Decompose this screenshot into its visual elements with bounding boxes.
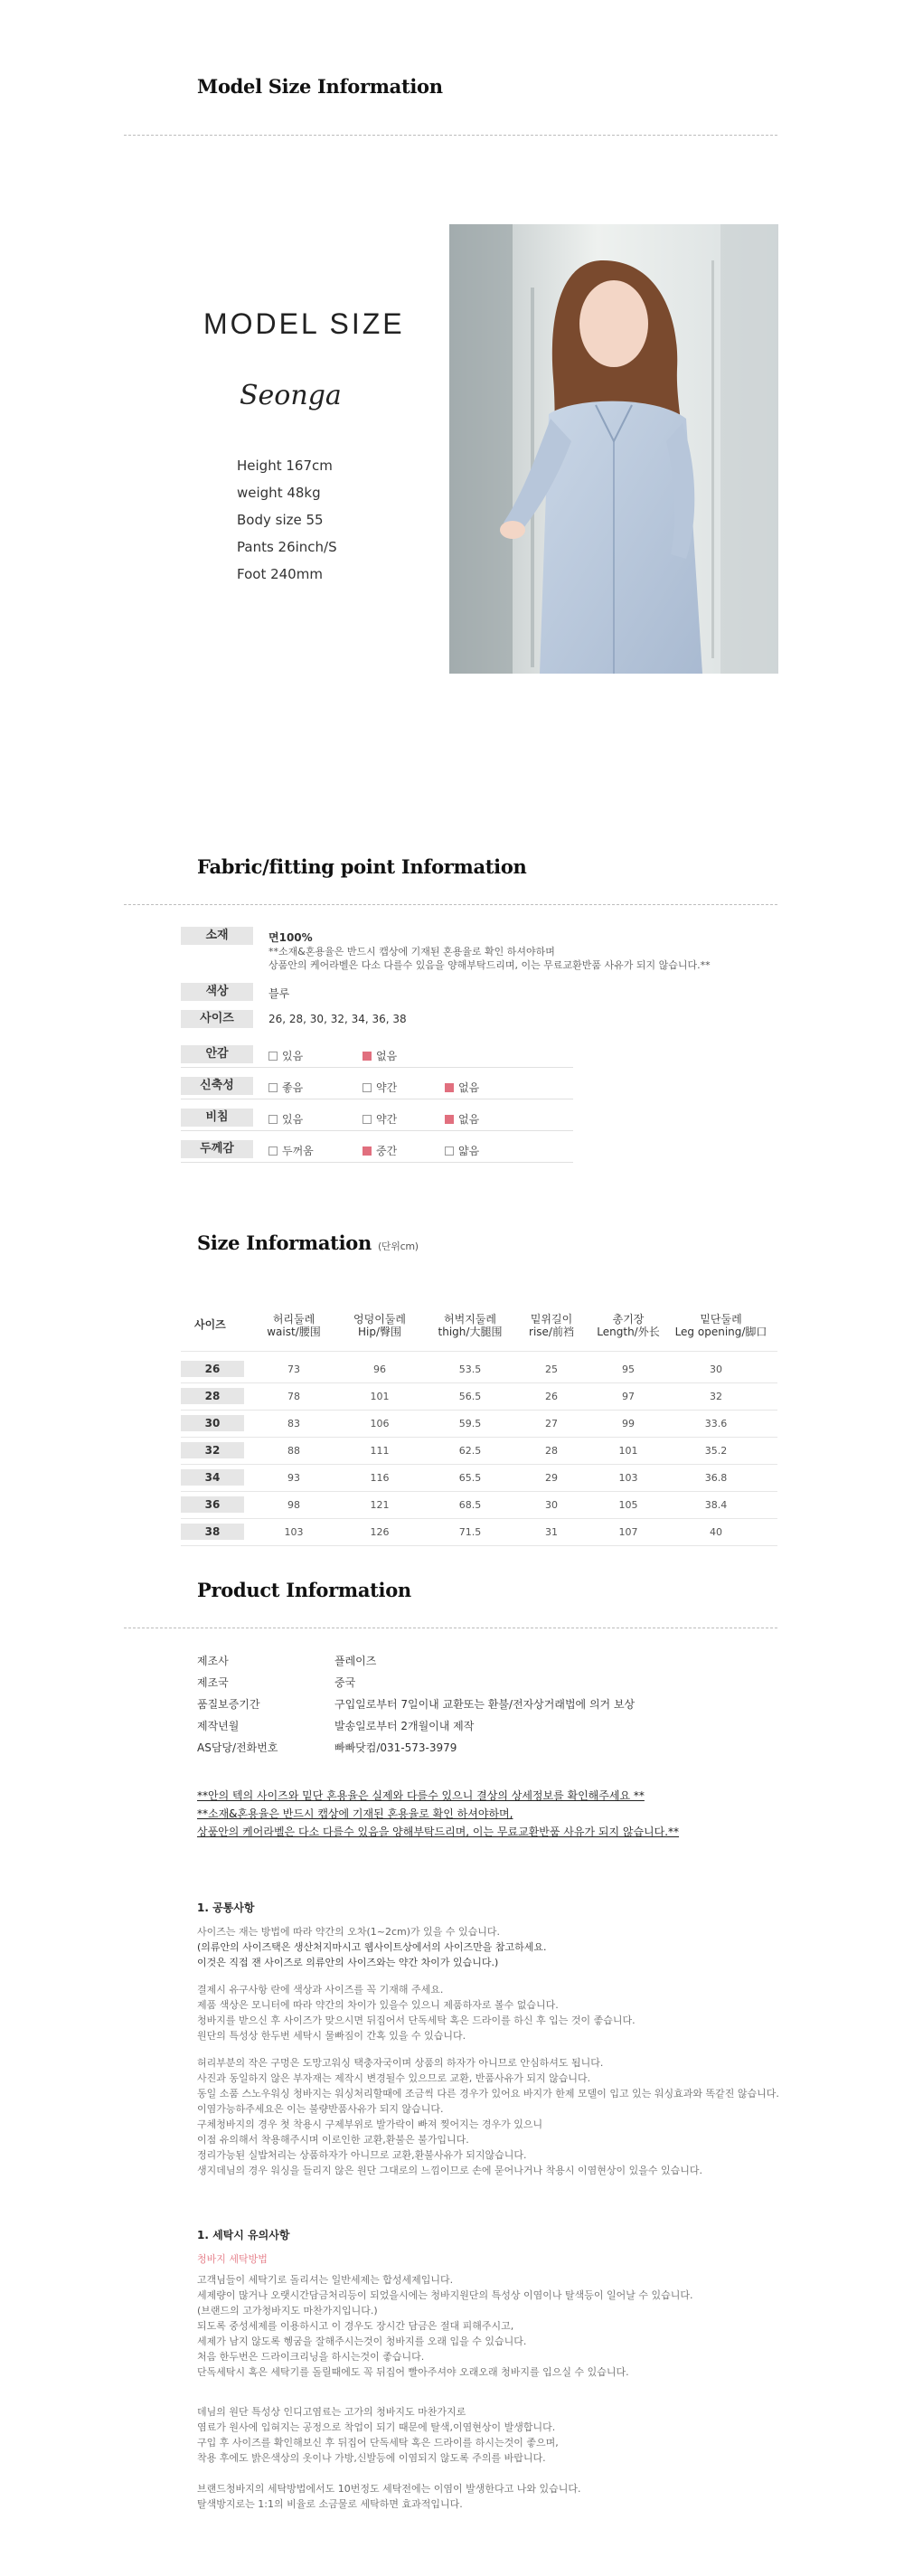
checkbox-icon bbox=[268, 1052, 278, 1061]
size-cell: 98 bbox=[287, 1499, 300, 1511]
thickness-option-medium: 중간 bbox=[363, 1143, 397, 1158]
checkbox-icon bbox=[445, 1146, 454, 1156]
common-heading: 1. 공통사항 bbox=[197, 1901, 255, 1914]
size-cell: 78 bbox=[287, 1391, 300, 1402]
thickness-option-thin: 얇음 bbox=[445, 1143, 479, 1158]
checkbox-checked-icon bbox=[363, 1052, 372, 1061]
size-cell: 107 bbox=[618, 1526, 638, 1538]
size-header-length: 총기장 Length/外长 bbox=[597, 1313, 660, 1338]
size-cell: 101 bbox=[618, 1445, 638, 1457]
size-header-rise: 밑위길이 rise/前裆 bbox=[529, 1313, 574, 1338]
common-paragraph-3: 허리부분의 작은 구멍은 도망고워싱 택충자국이며 상품의 하자가 아니므로 안심하셔도 됩니다. 사진과 동일하지 않은 부자재는 제작시 변경될수 있으므로 교환, 반품사유가 되지 않습니다. 동일 소품 스노우워싱 청바지는 워싱처리할때에 조금씩 다른 경우가 있어요 바지가 한제 모델이 입고 있는 워싱효과와 똑같진 않습니다. 이염가능하주세요은 이는 불량반품사유가 되지 않습니다. 구체청바지의 경우 첫 착용시 구제부위로 발가락이 빠져 찢어지는 경우가 있으니 이점 유의해서 착용해주시며 이로인한 교환,환불은 불가입니다. 정리가능된 실밥처리는 상품하자가 아니므로 교환,환불사유가 되지않습니다. 생지데님의 경우 워싱을 들리지 않은 원단 그대로의 느낌이므로 손에 묻어나거나 착용시 이염현상이 있을수 있습니다. bbox=[197, 2057, 779, 2176]
wash-heading: 1. 세탁시 유의사항 bbox=[197, 2229, 290, 2241]
lining-option-no: 없음 bbox=[363, 1048, 397, 1063]
fabric-section-title: Fabric/fitting point Information bbox=[197, 855, 527, 878]
checkbox-icon bbox=[363, 1083, 372, 1092]
size-cell: 96 bbox=[373, 1363, 386, 1375]
manufacturer-label: 제조사 bbox=[197, 1655, 229, 1667]
model-body-size: Body size 55 bbox=[237, 512, 324, 528]
size-cell: 88 bbox=[287, 1445, 300, 1457]
checkbox-checked-icon bbox=[363, 1146, 372, 1156]
size-cell: 28 bbox=[545, 1445, 558, 1457]
model-pants: Pants 26inch/S bbox=[237, 539, 337, 555]
size-cell: 31 bbox=[545, 1526, 558, 1538]
material-label: 소재 bbox=[181, 927, 253, 945]
model-name: Seonga bbox=[240, 380, 342, 411]
material-value: 면100% bbox=[268, 931, 313, 944]
production-date-label: 제작년월 bbox=[197, 1720, 240, 1732]
notice-line-3: 상품안의 케어라벨은 다소 다를수 있음을 양해부탁드리며, 이는 무료교환반품 사유가 되지 않습니다.** bbox=[197, 1826, 680, 1838]
model-foot: Foot 240mm bbox=[237, 566, 323, 582]
size-cell: 53.5 bbox=[458, 1363, 482, 1375]
material-note-2: 상품안의 케어라벨은 다소 다를수 있음을 양해부탁드리며, 이는 무료교환반품 사유가 되지 않습니다.** bbox=[268, 959, 711, 971]
size-row-label: 28 bbox=[181, 1388, 244, 1404]
thickness-option-thick: 두꺼움 bbox=[268, 1143, 314, 1158]
common-paragraph-1: 사이즈는 재는 방법에 따라 약간의 오차(1~2cm)가 있을 수 있습니다. (의류안의 사이즈택은 생산처지마시고 웹사이트상에서의 사이즈만을 참고하세요. 이것은 직접 잰 사이즈로 의류안의 사이즈와는 약간 차이가 있습니다.) bbox=[197, 1926, 547, 1968]
color-label: 색상 bbox=[181, 983, 253, 1001]
model-photo bbox=[449, 224, 778, 674]
sheerness-option-none: 없음 bbox=[445, 1111, 479, 1127]
size-cell: 30 bbox=[710, 1363, 722, 1375]
table-row-divider bbox=[181, 1491, 777, 1492]
checkbox-icon bbox=[268, 1083, 278, 1092]
material-note-1: **소재&혼용율은 반드시 캡상에 기재된 혼용율로 확인 하셔야하며 bbox=[268, 946, 555, 958]
origin-value: 중국 bbox=[334, 1676, 356, 1689]
size-cell: 71.5 bbox=[458, 1526, 482, 1538]
size-cell: 26 bbox=[545, 1391, 558, 1402]
stretch-option-good: 좋음 bbox=[268, 1080, 303, 1095]
sheerness-label: 비침 bbox=[181, 1109, 253, 1127]
size-cell: 126 bbox=[370, 1526, 390, 1538]
table-divider bbox=[181, 1351, 777, 1352]
divider bbox=[124, 904, 777, 905]
row-divider bbox=[181, 1130, 573, 1131]
size-cell: 29 bbox=[545, 1472, 558, 1484]
stretch-label: 신축성 bbox=[181, 1077, 253, 1095]
size-cell: 56.5 bbox=[458, 1391, 482, 1402]
size-cell: 93 bbox=[287, 1472, 300, 1484]
size-cell: 103 bbox=[284, 1526, 304, 1538]
size-row-label: 34 bbox=[181, 1469, 244, 1486]
model-stats bbox=[237, 452, 337, 588]
size-cell: 40 bbox=[710, 1526, 722, 1538]
size-cell: 73 bbox=[287, 1363, 300, 1375]
size-cell: 32 bbox=[710, 1391, 722, 1402]
size-cell: 27 bbox=[545, 1418, 558, 1430]
wash-paragraph-2: 데님의 원단 특성상 인디고염료는 고가의 청바지도 마찬가지로 염료가 원사에 입혀지는 공정으로 착업이 되기 때문에 탈색,이염현상이 발생합니다. 구입 후 사이즈를 확인해보신 후 뒤집어 단독세탁 혹은 드라이를 하시는것이 좋으며, 착용 후에도 밝은색상의 옷이나 가방,신발등에 이염되지 않도록 주의를 바랍니다. bbox=[197, 2406, 559, 2464]
table-row-divider bbox=[181, 1518, 777, 1519]
sheerness-option-yes: 있음 bbox=[268, 1111, 303, 1127]
size-header-waist: 허리둘레 waist/腰围 bbox=[267, 1313, 321, 1338]
size-cell: 65.5 bbox=[458, 1472, 482, 1484]
as-contact-value: 빠빠닷컴/031-573-3979 bbox=[334, 1741, 457, 1754]
checkbox-checked-icon bbox=[445, 1083, 454, 1092]
size-cell: 121 bbox=[370, 1499, 390, 1511]
size-cell: 116 bbox=[370, 1472, 390, 1484]
size-header-leg-opening: 밑단둘레 Leg opening/脚口 bbox=[674, 1313, 767, 1338]
table-row-divider bbox=[181, 1545, 777, 1546]
model-weight: weight 48kg bbox=[237, 485, 321, 501]
size-cell: 101 bbox=[370, 1391, 390, 1402]
size-cell: 99 bbox=[622, 1418, 635, 1430]
size-cell: 35.2 bbox=[704, 1445, 728, 1457]
wash-paragraph-3: 브랜드청바지의 세탁방법에서도 10번정도 세탁전에는 이염이 발생한다고 나와 있습니다. 탈색방지로는 1:1의 비율로 소금물로 세탁하면 효과적입니다. bbox=[197, 2483, 581, 2510]
size-label: 사이즈 bbox=[181, 1010, 253, 1028]
size-row-label: 30 bbox=[181, 1415, 244, 1431]
production-date-value: 발송일로부터 2개월이내 제작 bbox=[334, 1720, 475, 1732]
size-cell: 62.5 bbox=[458, 1445, 482, 1457]
size-row-label: 36 bbox=[181, 1496, 244, 1513]
size-cell: 103 bbox=[618, 1472, 638, 1484]
checkbox-icon bbox=[268, 1146, 278, 1156]
size-cell: 33.6 bbox=[704, 1418, 728, 1430]
size-cell: 25 bbox=[545, 1363, 558, 1375]
wash-subheading: 청바지 세탁방법 bbox=[197, 2253, 268, 2265]
size-row-label: 38 bbox=[181, 1524, 244, 1540]
lining-label: 안감 bbox=[181, 1045, 253, 1063]
model-size-heading: MODEL SIZE bbox=[203, 307, 405, 340]
checkbox-icon bbox=[268, 1115, 278, 1124]
table-row-divider bbox=[181, 1464, 777, 1465]
common-paragraph-2: 결제시 유구사항 란에 색상과 사이즈를 꼭 기재해 주세요. 제품 색상은 모니터에 따라 약간의 차이가 있을수 있으니 제품하자로 볼수 없습니다. 청바지를 받으신 후 사이즈가 맞으시면 뒤집어서 단독세탁 혹은 드라이를 하신 후 입는 것이 좋습니다. 원단의 특성상 한두번 세탁시 물빠짐이 간혹 있을 수 있습니다. bbox=[197, 1984, 636, 2042]
model-section-title: Model Size Information bbox=[197, 75, 443, 98]
size-section-title bbox=[197, 1231, 419, 1254]
size-cell: 59.5 bbox=[458, 1418, 482, 1430]
table-row-divider bbox=[181, 1382, 777, 1383]
size-value: 26, 28, 30, 32, 34, 36, 38 bbox=[268, 1013, 407, 1025]
table-row-divider bbox=[181, 1437, 777, 1438]
table-row-divider bbox=[181, 1410, 777, 1411]
size-unit: (단위cm) bbox=[377, 1241, 419, 1252]
warranty-label: 품질보증기간 bbox=[197, 1698, 260, 1711]
size-row-label: 26 bbox=[181, 1361, 244, 1377]
size-cell: 68.5 bbox=[458, 1499, 482, 1511]
model-height: Height 167cm bbox=[237, 458, 333, 474]
color-value: 블루 bbox=[268, 987, 290, 1000]
notice-line-1: **안의 텍의 사이즈와 밑단 혼용율은 실제와 다를수 있으니 결상의 상세정보를 확인해주세요 ** bbox=[197, 1789, 645, 1802]
size-cell: 83 bbox=[287, 1418, 300, 1430]
size-cell: 111 bbox=[370, 1445, 390, 1457]
checkbox-checked-icon bbox=[445, 1115, 454, 1124]
size-section-title-text: Size Information bbox=[197, 1231, 372, 1254]
thickness-label: 두께감 bbox=[181, 1140, 253, 1158]
row-divider bbox=[181, 1067, 573, 1068]
origin-label: 제조국 bbox=[197, 1676, 229, 1689]
warranty-value: 구입일로부터 7일이내 교환또는 환불/전자상거래법에 의거 보상 bbox=[334, 1698, 636, 1711]
size-header-thigh: 허벅지둘레 thigh/大腿围 bbox=[438, 1313, 503, 1338]
manufacturer-value: 플레이즈 bbox=[334, 1655, 377, 1667]
stretch-option-none: 없음 bbox=[445, 1080, 479, 1095]
size-cell: 30 bbox=[545, 1499, 558, 1511]
size-cell: 38.4 bbox=[704, 1499, 728, 1511]
lining-option-yes: 있음 bbox=[268, 1048, 303, 1063]
size-cell: 95 bbox=[622, 1363, 635, 1375]
size-cell: 97 bbox=[622, 1391, 635, 1402]
product-section-title: Product Information bbox=[197, 1579, 411, 1601]
size-cell: 105 bbox=[618, 1499, 638, 1511]
size-row-label: 32 bbox=[181, 1442, 244, 1458]
size-header-size: 사이즈 bbox=[194, 1318, 226, 1331]
notice-line-2: **소재&혼용율은 반드시 캡상에 기재된 혼용율로 확인 하셔야하며, bbox=[197, 1807, 513, 1820]
wash-paragraph-1: 고객님들이 세탁기로 돌리셔는 일반세제는 합성세제입니다. 세제량이 많거나 오랫시간담금처리등이 되었을시에는 청바지원단의 특성상 이염이나 탈색등이 일어날 수 있습니다. (브랜드의 고가청바지도 마찬가지입니다.) 되도록 중성세제를 이용하시고 이 경우도 장시간 담금은 절대 피해주시고, 세제가 남지 않도록 헹굼을 잘해주시는것이 청바지를 오래 입을 수 있습니다. 처음 한두번은 드라이크리닝을 하시는것이 좋습니다. 단독세탁시 혹은 세탁기를 돌릴때에도 꼭 뒤집어 빨아주셔야 오래오래 청바지를 입으실 수 있습니다. bbox=[197, 2274, 693, 2378]
row-divider bbox=[181, 1162, 573, 1163]
sheerness-option-slight: 약간 bbox=[363, 1111, 397, 1127]
as-contact-label: AS담당/전화번호 bbox=[197, 1741, 278, 1754]
stretch-option-slight: 약간 bbox=[363, 1080, 397, 1095]
size-cell: 106 bbox=[370, 1418, 390, 1430]
divider bbox=[124, 135, 777, 136]
checkbox-icon bbox=[363, 1115, 372, 1124]
size-cell: 36.8 bbox=[704, 1472, 728, 1484]
size-header-hip: 엉덩이둘레 Hip/臀围 bbox=[353, 1313, 406, 1338]
